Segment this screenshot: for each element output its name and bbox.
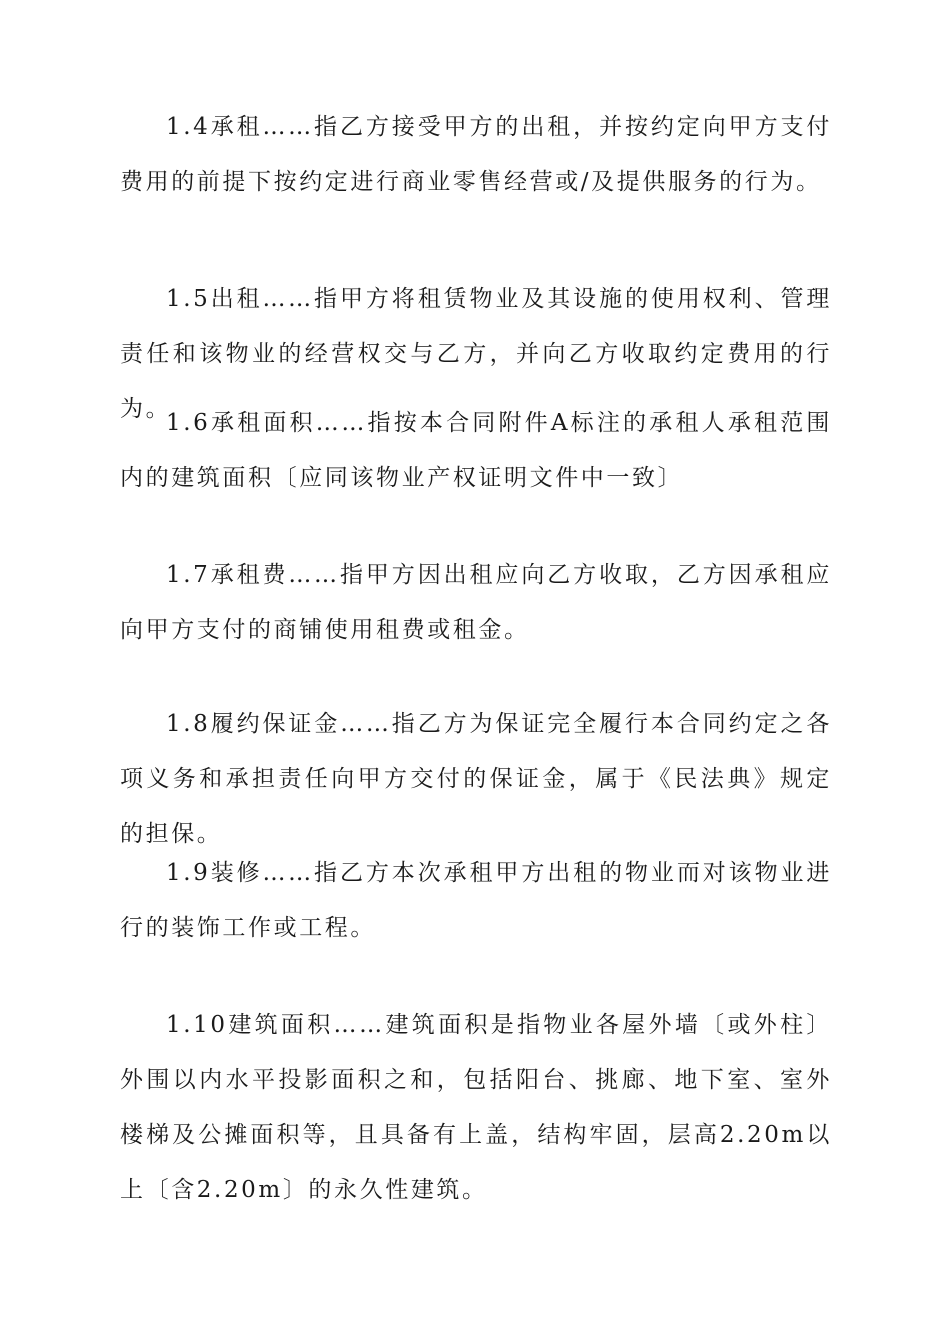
clause-1-7: 1.7承租费……指甲方因出租应向乙方收取，乙方因承租应向甲方支付的商铺使用租费或租金。: [120, 562, 832, 643]
clause-1-8: 1.8履约保证金……指乙方为保证完全履行本合同约定之各项义务和承担责任向甲方交付的保证金，属于《民法典》规定的担保。: [120, 711, 832, 847]
clause-1-9: 1.9装修……指乙方本次承租甲方出租的物业而对该物业进行的装饰工作或工程。: [120, 860, 832, 941]
clause-1-4: 1.4承租……指乙方接受甲方的出租，并按约定向甲方支付费用的前提下按约定进行商业零售经营或/及提供服务的行为。: [120, 114, 832, 195]
clause-1-5: 1.5出租……指甲方将租赁物业及其设施的使用权利、管理责任和该物业的经营权交与乙方，并向乙方收取约定费用的行为。: [120, 286, 832, 422]
clause-1-10: 1.10建筑面积……建筑面积是指物业各屋外墙〔或外柱〕外围以内水平投影面积之和，包括阳台、挑廊、地下室、室外楼梯及公摊面积等，且具备有上盖，结构牢固，层高2.20m以上〔含2.20m〕的永久性建筑。: [120, 1012, 832, 1203]
clause-1-6: 1.6承租面积……指按本合同附件A标注的承租人承租范围内的建筑面积〔应同该物业产权证明文件中一致〕: [120, 410, 832, 491]
